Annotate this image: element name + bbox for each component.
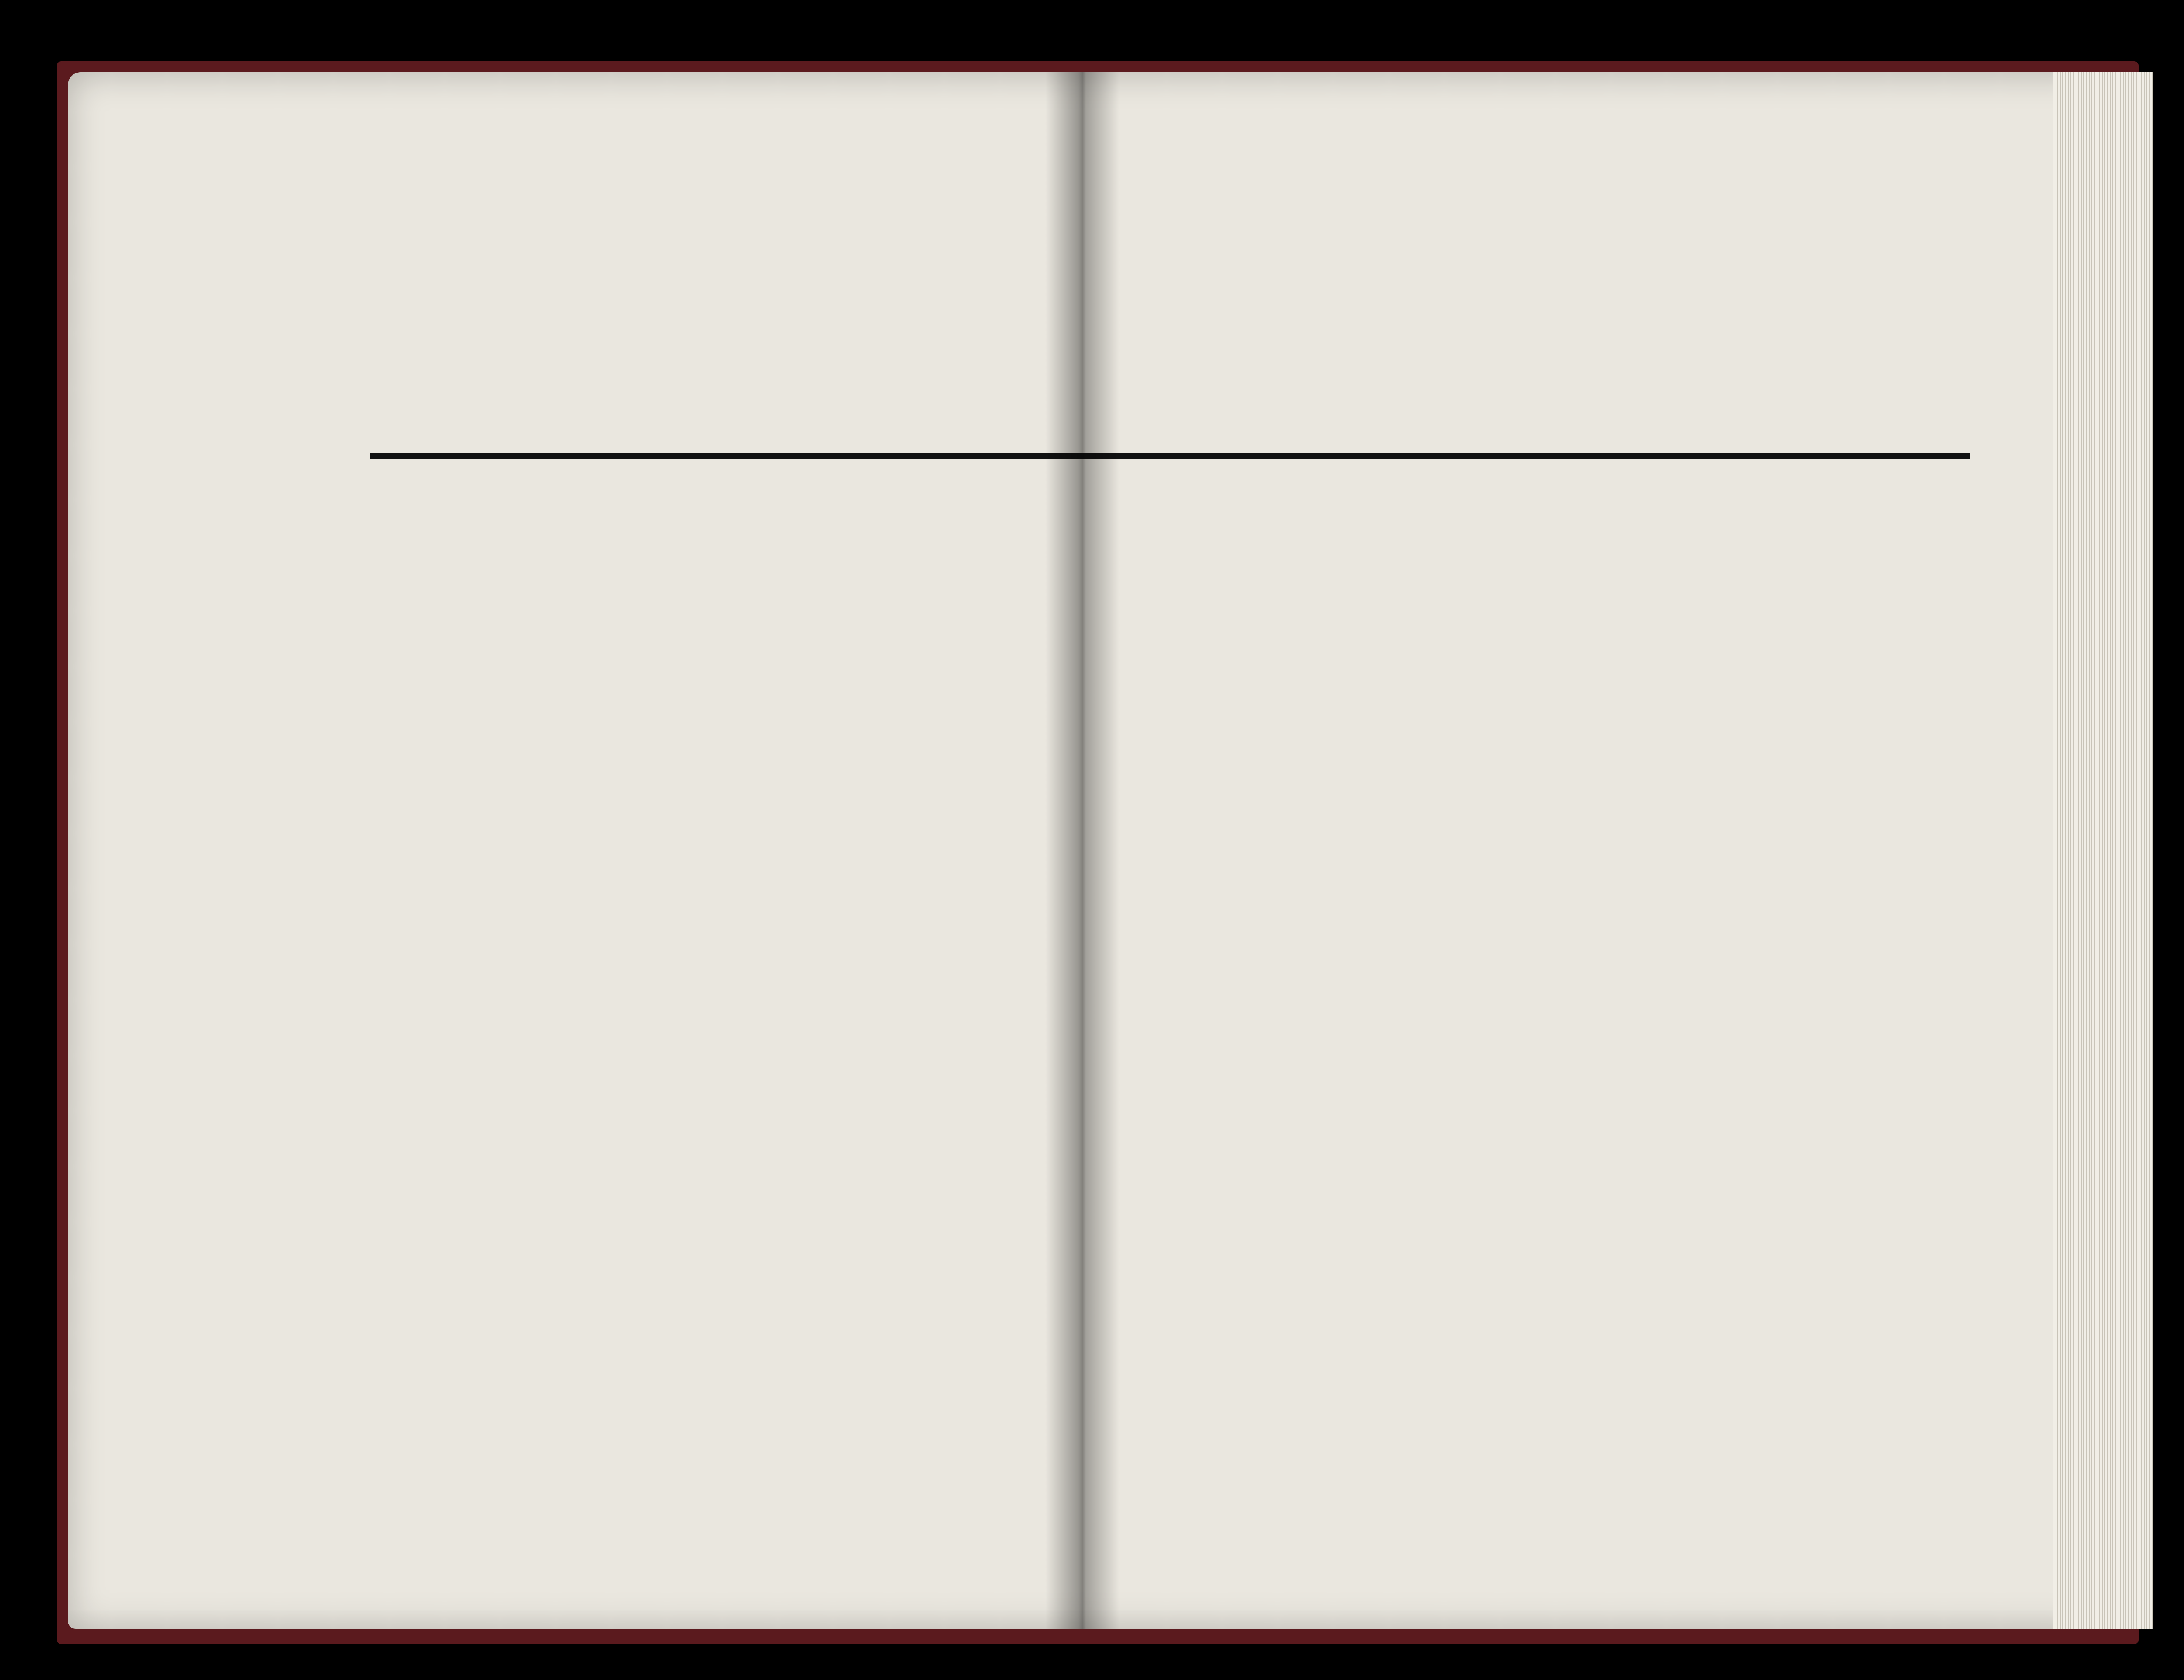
book-gutter xyxy=(1045,72,1120,1629)
left-paragraph xyxy=(435,271,1126,446)
text-line xyxy=(1109,411,1922,446)
text-line xyxy=(435,411,1126,446)
text-line xyxy=(1109,376,1922,411)
page-edges xyxy=(2053,72,2153,1629)
text-line xyxy=(435,341,1126,376)
text-line xyxy=(1109,306,1922,341)
text-line xyxy=(1109,341,1922,376)
text-line xyxy=(435,271,1126,306)
right-paragraph xyxy=(1109,271,1922,446)
text-line xyxy=(1109,271,1922,306)
table-top-rule xyxy=(370,453,1970,459)
text-line xyxy=(435,376,1126,411)
text-line xyxy=(435,306,1126,341)
